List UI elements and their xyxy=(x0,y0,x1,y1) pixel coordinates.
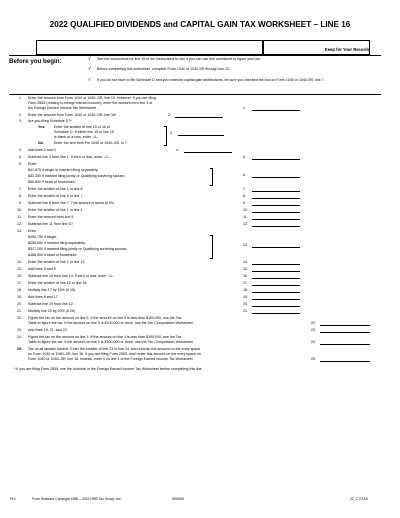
line-number: 3. xyxy=(19,119,22,123)
footer-left: FDI xyxy=(10,497,16,501)
line-ref: 14. xyxy=(243,260,248,264)
line-1-text: Enter the amount from Form 1040 or 1040–SR, line 15. However, if you are filing xyxy=(28,96,157,100)
line-number: 4. xyxy=(19,148,22,152)
line-21-text: Multiply line 20 by 20% (0.20) xyxy=(28,309,76,313)
line-1-text: Form 2555 (relating to foreign earned income), enter the amount from line 3 of xyxy=(28,101,153,105)
line-11-field[interactable] xyxy=(252,219,300,220)
line-4-text: Add lines 2 and 3 xyxy=(28,148,56,152)
line-11-text: Enter the amount from line 9 xyxy=(28,215,74,219)
line-13-text: $459,750 if single, xyxy=(28,235,58,239)
check-icon: √ xyxy=(88,66,91,72)
line-23-text: Add lines 18, 21, and 22 xyxy=(28,328,67,332)
line-17-text: Enter the smaller of line 12 or line 16 xyxy=(28,281,87,285)
line-23-field[interactable] xyxy=(320,332,370,333)
line-ref: 10. xyxy=(243,208,248,212)
check-icon: √ xyxy=(88,56,91,62)
line-14-text: Enter the smaller of line 1 or line 13 xyxy=(28,260,85,264)
line-12-text: Subtract line 11 from line 10 xyxy=(28,222,73,226)
line-25-field[interactable] xyxy=(320,361,370,362)
line-number: 20. xyxy=(17,302,22,306)
line-6-field[interactable] xyxy=(252,177,300,178)
line-13-text: $488,500 if head of household xyxy=(28,253,77,257)
line-ref: 18. xyxy=(243,288,248,292)
line-ref: 12. xyxy=(243,222,248,226)
line-22-text: Table to figure the tax. If the amount on line 5 is $100,000 or more, use the Tax Computation Worksheet xyxy=(28,321,193,325)
line-25-text: Form 1040 or 1040–SR, line 16. Instead, enter it on line 4 of the Foreign Earned Income Tax Worksheet xyxy=(28,357,193,361)
line-number: 9. xyxy=(19,201,22,205)
line-ref: 13. xyxy=(243,243,248,247)
footer-right: 22_C.GTAX xyxy=(350,497,369,501)
line-24-text: Table to figure the tax. If the amount on line 1 is $100,000 or more, use the Tax Computation Worksheet xyxy=(28,340,193,344)
line-13-text: $517,200 if married filing jointly or Qualifying surviving spouse, xyxy=(28,247,128,251)
line-number: 2. xyxy=(19,113,22,117)
brace xyxy=(210,168,213,186)
line-8-text: Enter the smaller of line 5 or line 7 xyxy=(28,194,83,198)
line-5-text: Subtract line 4 from line 1. If zero or less, enter –0– xyxy=(28,155,110,159)
line-20-text: Subtract line 19 from line 10 xyxy=(28,302,73,306)
line-ref: 7. xyxy=(243,187,246,191)
line-22-text: Figure the tax on the amount on line 5. If the amount on line 5 is less than $100,000, use the Tax xyxy=(28,316,182,320)
line-7-field[interactable] xyxy=(252,191,300,192)
line-ref: 22. xyxy=(311,321,316,325)
line-4-field[interactable] xyxy=(184,152,232,153)
line-number: 8. xyxy=(19,194,22,198)
line-number: 17. xyxy=(17,281,22,285)
line-ref: 16. xyxy=(243,274,248,278)
line-ref: 11. xyxy=(243,215,248,219)
line-3-text: is blank or a loss, enter –0– xyxy=(54,135,98,139)
line-15-text: Add lines 5 and 9 xyxy=(28,267,56,271)
keep-records-label: Keep for Your Records xyxy=(324,47,370,52)
worksheet-title: 2022 QUALIFIED DIVIDENDS and CAPITAL GAIN TAX WORKSHEET – LINE 16 xyxy=(49,20,351,29)
line-25-text: on Form 1040 or 1040–SR, line 16. If you are filing Form 2555, don't enter this amount on the entry space on xyxy=(28,352,201,356)
line-ref: 3. xyxy=(170,131,173,135)
line-3-text: Enter the smaller of line 15 or 16 of xyxy=(54,125,110,129)
line-number: 6. xyxy=(19,162,22,166)
line-ref: 8. xyxy=(243,194,246,198)
line-9-text: Subtract line 8 from line 7. This amount is taxed at 0% xyxy=(28,201,115,205)
line-ref: 19. xyxy=(243,295,248,299)
line-1-text: the Foreign Earned Income Tax Worksheet xyxy=(28,106,97,110)
line-ref: 6. xyxy=(243,173,246,177)
line-ref: 4. xyxy=(176,148,179,152)
line-3-text: Enter the amt from Fm 1040 or 1040–SR, ln 7. xyxy=(54,141,128,145)
line-ref: 25. xyxy=(311,357,316,361)
line-10-field[interactable] xyxy=(252,212,300,213)
line-17-field[interactable] xyxy=(252,285,300,286)
footnote: * If you are filing Form 2555, see the footnote in the Foreign Earned Income Tax Worksheet before completing this line. xyxy=(14,367,203,371)
header-rule xyxy=(9,55,381,56)
brace xyxy=(210,235,213,259)
line-20-field[interactable] xyxy=(252,306,300,307)
line-ref: 2. xyxy=(168,113,171,117)
before-item-1: See the instructions for line 16 in the instructions to see if you can use this worksheet to figure your tax. xyxy=(97,57,262,61)
line-13-text: Enter: xyxy=(28,229,38,233)
line-19-text: Add lines 9 and 17 xyxy=(28,295,58,299)
line-16-text: Subtract line 15 from line 14. If zero or less, enter –0– xyxy=(28,274,114,278)
line-5-field[interactable] xyxy=(252,159,300,160)
before-item-3: If you do not have to file Schedule D and you received capital gain distributions, be sure you checked the box on Form 1040 or 1040-SR, line 7. xyxy=(97,78,325,82)
line-number: 25. xyxy=(17,347,22,351)
line-7-text: Enter the smaller of line 1 or line 6 xyxy=(28,187,83,191)
footer-copyright: Form Software Copyright 1996 – 2022 HRB Tax Group, Inc. xyxy=(32,497,122,501)
line-24-text: Figure the tax on the amount on line 1. If the amount on line 1 is less than $100,000, use the Tax xyxy=(28,335,182,339)
line-2-text: Enter the amount from Form 1040 or 1040–SR, line 3a* . . xyxy=(28,113,121,117)
yes-label: Yes. xyxy=(38,125,46,129)
line-24-field[interactable] xyxy=(320,344,370,345)
line-number: 10. xyxy=(17,208,22,212)
line-number: 7. xyxy=(19,187,22,191)
line-22-field[interactable] xyxy=(320,325,370,326)
line-number: 11. xyxy=(17,215,22,219)
line-12-field[interactable] xyxy=(252,226,300,227)
footer-code: S05005 xyxy=(172,497,184,501)
line-6-text: $83,350 if married filing jointly or Qualifying surviving spouse, xyxy=(28,174,126,178)
check-icon: √ xyxy=(88,77,91,83)
section-rule xyxy=(9,94,381,95)
brace xyxy=(164,126,167,146)
line-19-field[interactable] xyxy=(252,299,300,300)
line-ref: 20. xyxy=(243,302,248,306)
line-ref: 21. xyxy=(243,309,248,313)
line-14-field[interactable] xyxy=(252,264,300,265)
before-begin-label: Before you begin: xyxy=(9,58,62,65)
line-number: 23. xyxy=(17,328,22,332)
line-number: 14. xyxy=(17,260,22,264)
line-16-field[interactable] xyxy=(252,278,300,279)
line-ref: 5. xyxy=(243,155,246,159)
line-21-field[interactable] xyxy=(252,313,300,314)
line-13-field[interactable] xyxy=(252,247,300,248)
line-number: 15. xyxy=(17,267,22,271)
line-25-text: Tax on all taxable income. Enter the smaller of line 23 or line 24. Also include this amount on the entry space xyxy=(28,347,201,351)
line-10-text: Enter the smaller of line 1 or line 4 xyxy=(28,208,83,212)
line-1-field[interactable] xyxy=(252,110,300,111)
line-3-field[interactable] xyxy=(178,135,224,136)
line-ref: 9. xyxy=(243,201,246,205)
line-number: 5. xyxy=(19,155,22,159)
line-number: 16. xyxy=(17,274,22,278)
line-number: 19. xyxy=(17,295,22,299)
line-18-text: Multiply line 17 by 15% (0.15) xyxy=(28,288,76,292)
line-6-text: $41,675 if single or married filing separately, xyxy=(28,168,99,172)
line-6-text: $55,800 if head of household. xyxy=(28,180,76,184)
before-item-2: Before completing this worksheet, complete Form 1040 or 1040-SR through line 15. xyxy=(97,67,231,71)
line-number: 1. xyxy=(19,96,22,100)
line-number: 21. xyxy=(17,309,22,313)
line-18-field[interactable] xyxy=(252,292,300,293)
line-ref: 1. xyxy=(243,106,246,110)
line-number: 24. xyxy=(17,335,22,339)
line-13-text: $258,600 if married filing separately, xyxy=(28,241,86,245)
line-6-text: Enter: xyxy=(28,162,38,166)
line-number: 18. xyxy=(17,288,22,292)
line-9-field[interactable] xyxy=(252,205,300,206)
line-number: 12. xyxy=(17,222,22,226)
line-8-field[interactable] xyxy=(252,198,300,199)
line-3-text: Schedule D. If either line 15 or line 16 xyxy=(54,130,114,134)
no-label: No. xyxy=(38,141,44,145)
line-number: 22. xyxy=(17,316,22,320)
line-ref: 17. xyxy=(243,281,248,285)
name-box[interactable] xyxy=(36,40,264,55)
line-ref: 24. xyxy=(311,340,316,344)
line-ref: 23. xyxy=(311,328,316,332)
line-3-text: Are you filing Schedule D?* xyxy=(28,119,72,123)
line-number: 13. xyxy=(17,229,22,233)
line-15-field[interactable] xyxy=(252,271,300,272)
line-2-field[interactable] xyxy=(175,117,223,118)
line-ref: 15. xyxy=(243,267,248,271)
